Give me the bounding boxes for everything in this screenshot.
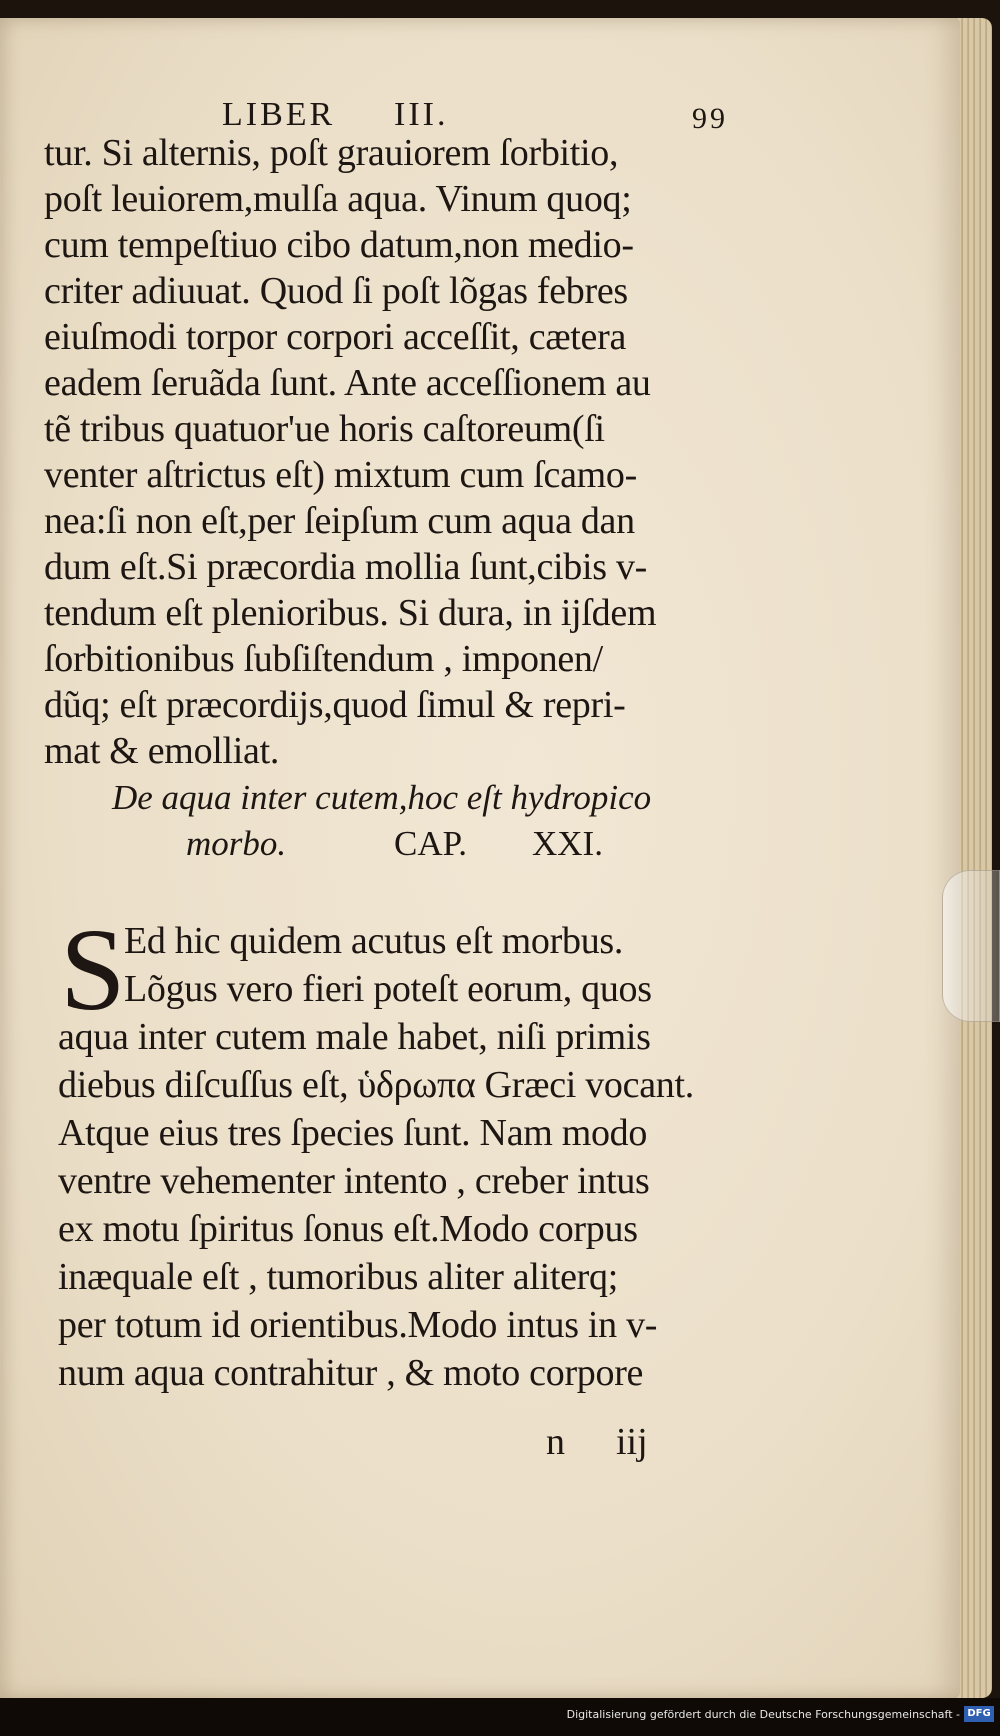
signature-letter: n [546, 1421, 565, 1463]
text-line: aqua inter cutem male habet, niſi primis [58, 1016, 651, 1058]
header-book: LIBER [222, 96, 336, 133]
text-line: per totum id orientibus.Modo intus in v- [58, 1304, 658, 1346]
text-line: dum eſt.Si præcordia mollia ſunt,cibis v- [44, 546, 648, 588]
text-line: mat & emolliat. [44, 730, 280, 772]
text-line: Atque eius tres ſpecies ſunt. Nam modo [58, 1112, 648, 1154]
text-line: num aqua contrahitur , & moto corpore [58, 1352, 644, 1394]
text-line: tendum eſt plenioribus. Si dura, in ijſdem [44, 592, 657, 634]
text-line: ſorbitionibus ſubſiſtendum , imponen/ [44, 638, 603, 680]
text-line: Ed hic quidem acutus eſt morbus. [124, 920, 624, 962]
heading-line: morbo. [186, 824, 287, 863]
text-line: Lõgus vero fieri poteſt eorum, quos [124, 968, 652, 1010]
text-line: nea:ſi non eſt,per ſeipſum cum aqua dan [44, 500, 635, 542]
text-line: diebus diſcuſſus eſt, ὑδρωπα Græci vocant. [58, 1064, 694, 1106]
text-line: tẽ tribus quatuor'ue horis caſtoreum(ſi [44, 408, 605, 450]
text-line: eiuſmodi torpor corpori acceſſit, cætera [44, 316, 627, 358]
text-line: dũq; eſt præcordijs,quod ſimul & repri- [44, 684, 626, 726]
text-line: poſt leuiorem,mulſa aqua. Vinum quoq; [44, 178, 632, 220]
text-line: tur. Si alternis, poſt grauiorem ſorbitio, [44, 132, 619, 174]
text-line: cum tempeſtiuo cibo datum,non medio- [44, 224, 634, 266]
chapter-label: CAP. [394, 824, 467, 863]
header-volume: III. [394, 96, 449, 133]
heading-line: De aqua inter cutem,hoc eſt hydropico [112, 778, 652, 817]
text-line: ventre vehementer intento , creber intus [58, 1160, 650, 1202]
footer-credit: Digitalisierung gefördert durch die Deutsche Forschungsgemeinschaft - [566, 1708, 960, 1721]
signature-number: iij [616, 1421, 648, 1463]
page-clip [942, 870, 1000, 1022]
text-line: eadem ſeruãda ſunt. Ante acceſſionem au [44, 362, 651, 404]
chapter-number: XXI. [532, 824, 603, 863]
text-line: venter aſtrictus eſt) mixtum cum ſcamo- [44, 454, 637, 496]
page-number: 99 [692, 102, 728, 135]
text-line: ex motu ſpiritus ſonus eſt.Modo corpus [58, 1208, 638, 1250]
text-line: inæquale eſt , tumoribus aliter aliterq; [58, 1256, 618, 1298]
text-line: criter adiuuat. Quod ſi poſt lõgas febres [44, 270, 628, 312]
footer-bar [0, 1698, 1000, 1736]
drop-cap: S [60, 904, 126, 1035]
dfg-logo: DFG [964, 1706, 994, 1722]
